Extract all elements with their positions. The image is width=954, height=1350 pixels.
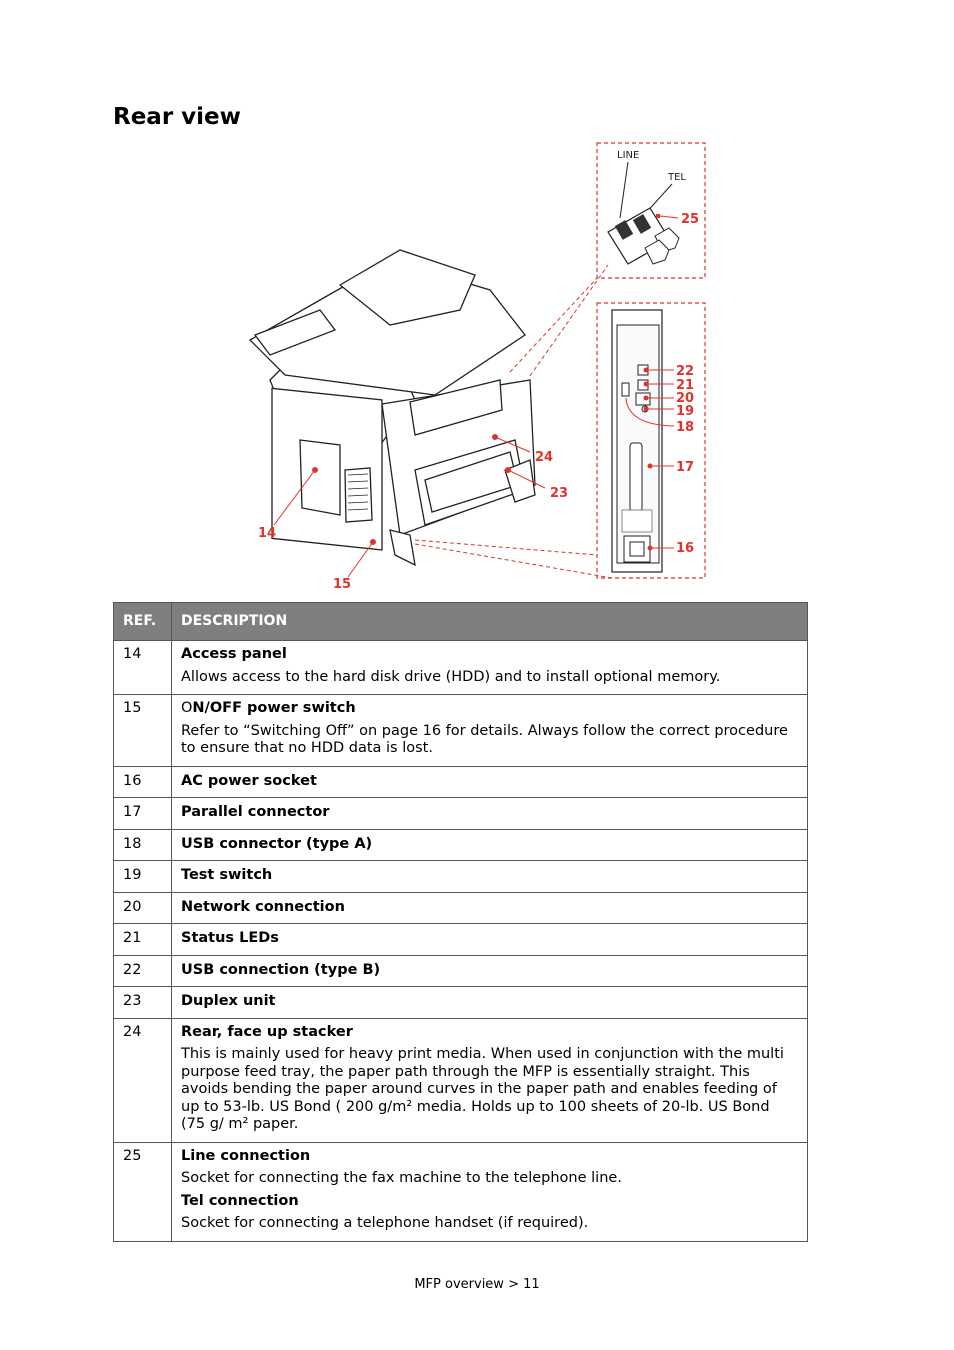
table-row	[114, 924, 808, 956]
item-title: Line connection	[181, 1147, 311, 1164]
table-row	[114, 766, 808, 798]
callout-24: 24	[535, 450, 554, 465]
description-cell	[172, 1018, 808, 1142]
item-title: Status LEDs	[181, 930, 279, 946]
callout-18: 18	[676, 420, 695, 435]
ref-cell: 23	[114, 987, 172, 1019]
item-description: This is mainly used for heavy print media. When used in conjunction with the multi purpose feed tray, the paper path through the MFP is essentially straight. This avoids bending the paper around curves in the paper path and enables feeding of up to 53-lb. US Bond ( 200 g/m² media. Holds up to 100 sheets of 20-lb. US Bond (75 g/ m² paper.	[181, 1046, 784, 1132]
table-row	[114, 1142, 808, 1241]
description-cell	[172, 798, 808, 830]
item-title: AC power socket	[181, 772, 317, 789]
description-cell	[172, 861, 808, 893]
ref-cell: 15	[114, 695, 172, 767]
table-row	[114, 861, 808, 893]
description-cell	[172, 829, 808, 861]
table-row	[114, 1018, 808, 1142]
table-row	[114, 798, 808, 830]
callout-22: 22	[676, 364, 695, 379]
tel-label: TEL	[668, 172, 686, 183]
page-footer: MFP overview > 11	[414, 1277, 540, 1292]
item-title-prefix: O	[181, 700, 193, 716]
mfp-body	[250, 250, 535, 565]
reference-table	[113, 602, 808, 1242]
callout-15: 15	[333, 577, 352, 592]
description-cell	[172, 766, 808, 798]
line-tel-inset	[597, 143, 705, 278]
table-row	[114, 892, 808, 924]
callout-16: 16	[676, 541, 695, 556]
table-row	[114, 987, 808, 1019]
item-title	[181, 700, 798, 718]
ref-cell: 16	[114, 766, 172, 798]
ref-column-header: REF.	[114, 603, 172, 641]
callout-19: 19	[676, 404, 695, 419]
callout-17: 17	[676, 460, 695, 475]
item-description: Refer to “Switching Off” on page 16 for details. Always follow the correct procedure to ensure that no HDD data is lost.	[181, 722, 788, 756]
callout-20: 20	[676, 391, 695, 406]
callout-23: 23	[550, 486, 569, 501]
callout-21: 21	[676, 378, 695, 393]
item-title: USB connection (type B)	[181, 961, 381, 978]
description-cell	[172, 924, 808, 956]
description-cell	[172, 892, 808, 924]
ref-cell: 19	[114, 861, 172, 893]
ref-cell: 25	[114, 1142, 172, 1241]
ref-cell: 22	[114, 955, 172, 987]
callout-14: 14	[258, 526, 277, 541]
table-header-row	[114, 603, 808, 641]
description-cell	[172, 987, 808, 1019]
table-row	[114, 955, 808, 987]
item-description-secondary: Socket for connecting a telephone handset (if required).	[181, 1215, 589, 1231]
description-column-header: DESCRIPTION	[172, 603, 808, 641]
item-title: Rear, face up stacker	[181, 1023, 353, 1040]
rear-view-illustration	[240, 140, 720, 600]
callout-25: 25	[681, 212, 700, 227]
item-description: Allows access to the hard disk drive (HDD) and to install optional memory.	[181, 668, 721, 685]
description-cell	[172, 641, 808, 695]
item-title: Parallel connector	[181, 804, 330, 820]
line-label: LINE	[617, 150, 640, 161]
item-title-main: N/OFF power switch	[192, 700, 356, 716]
connector-panel-inset	[597, 303, 705, 578]
description-cell	[172, 695, 808, 767]
ref-cell: 24	[114, 1018, 172, 1142]
ref-cell: 14	[114, 641, 172, 695]
ref-cell: 17	[114, 798, 172, 830]
item-title: Network connection	[181, 898, 345, 915]
description-cell	[172, 1142, 808, 1241]
item-title: Access panel	[181, 646, 287, 662]
item-title: USB connector (type A)	[181, 835, 373, 852]
item-title-secondary: Tel connection	[181, 1192, 299, 1209]
item-title: Test switch	[181, 867, 273, 883]
item-title: Duplex unit	[181, 993, 276, 1009]
ref-cell: 18	[114, 829, 172, 861]
ref-cell: 20	[114, 892, 172, 924]
table-row	[114, 695, 808, 767]
description-cell	[172, 955, 808, 987]
ref-cell: 21	[114, 924, 172, 956]
table-row	[114, 641, 808, 695]
item-description: Socket for connecting the fax machine to the telephone line.	[181, 1170, 622, 1186]
table-row	[114, 829, 808, 861]
page-heading: Rear view	[113, 104, 241, 130]
